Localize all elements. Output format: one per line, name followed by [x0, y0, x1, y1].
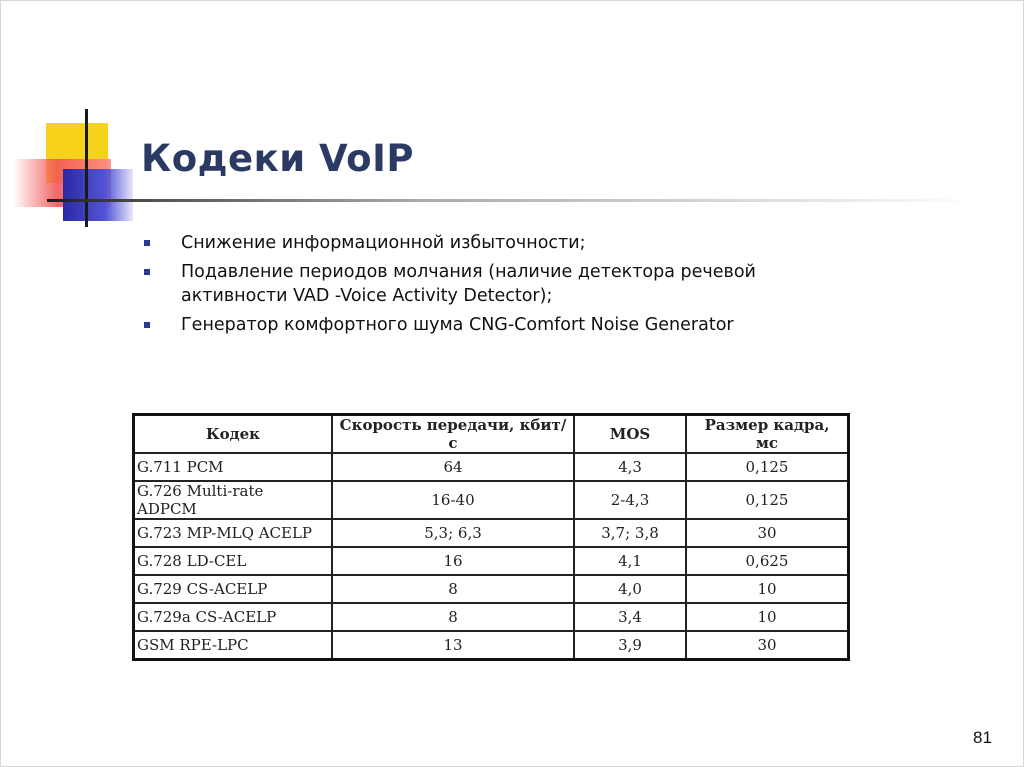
bullet-item [141, 313, 881, 337]
table-row [134, 603, 849, 631]
square-bullet-icon [144, 269, 150, 275]
cell-mos: 3,4 [574, 603, 686, 631]
cell-codec: G.726 Multi-rate ADPCM [134, 481, 333, 519]
decor-vertical-line [85, 109, 88, 227]
cell-frame-size: 0,125 [686, 481, 849, 519]
cell-mos: 4,0 [574, 575, 686, 603]
cell-bitrate: 13 [332, 631, 574, 660]
cell-frame-size: 10 [686, 603, 849, 631]
cell-codec: GSM RPE-LPC [134, 631, 333, 660]
cell-codec: G.729 CS-ACELP [134, 575, 333, 603]
cell-bitrate: 16-40 [332, 481, 574, 519]
cell-bitrate: 16 [332, 547, 574, 575]
cell-mos: 4,3 [574, 453, 686, 481]
cell-frame-size: 0,125 [686, 453, 849, 481]
table-row [134, 453, 849, 481]
cell-mos: 4,1 [574, 547, 686, 575]
square-bullet-icon [144, 240, 150, 246]
cell-mos: 3,7; 3,8 [574, 519, 686, 547]
slide-title: Кодеки VoIP [141, 137, 414, 180]
bullet-item [141, 231, 881, 255]
bullet-item [141, 260, 881, 308]
cell-bitrate: 8 [332, 575, 574, 603]
cell-mos: 3,9 [574, 631, 686, 660]
header-codec: Кодек [134, 415, 333, 454]
cell-frame-size: 30 [686, 631, 849, 660]
bullet-text-continued: активности VAD -Voice Activity Detector); [181, 286, 553, 306]
title-underline [47, 199, 977, 202]
table-row [134, 631, 849, 660]
cell-bitrate: 64 [332, 453, 574, 481]
page-number: 81 [973, 728, 992, 747]
cell-codec: G.729a CS-ACELP [134, 603, 333, 631]
cell-mos: 2-4,3 [574, 481, 686, 519]
bullet-text: Подавление периодов молчания (наличие детектора речевой [181, 262, 756, 282]
cell-frame-size: 10 [686, 575, 849, 603]
square-bullet-icon [144, 322, 150, 328]
codec-table [132, 413, 850, 661]
header-mos: MOS [574, 415, 686, 454]
table-row [134, 519, 849, 547]
table-row [134, 547, 849, 575]
decor-blue-block [63, 169, 133, 221]
cell-frame-size: 30 [686, 519, 849, 547]
cell-codec: G.728 LD-CEL [134, 547, 333, 575]
bullet-text: Снижение информационной избыточности; [181, 233, 586, 253]
header-frame-size: Размер кадра, мс [686, 415, 849, 454]
table-row [134, 575, 849, 603]
cell-frame-size: 0,625 [686, 547, 849, 575]
table-header-row [134, 415, 849, 454]
cell-codec: G.711 PCM [134, 453, 333, 481]
cell-bitrate: 5,3; 6,3 [332, 519, 574, 547]
table-row [134, 481, 849, 519]
bullet-list [141, 231, 881, 342]
bullet-text: Генератор комфортного шума CNG-Comfort Noise Generator [181, 315, 734, 335]
cell-bitrate: 8 [332, 603, 574, 631]
header-bitrate: Скорость передачи, кбит/с [332, 415, 574, 454]
cell-codec: G.723 MP-MLQ ACELP [134, 519, 333, 547]
